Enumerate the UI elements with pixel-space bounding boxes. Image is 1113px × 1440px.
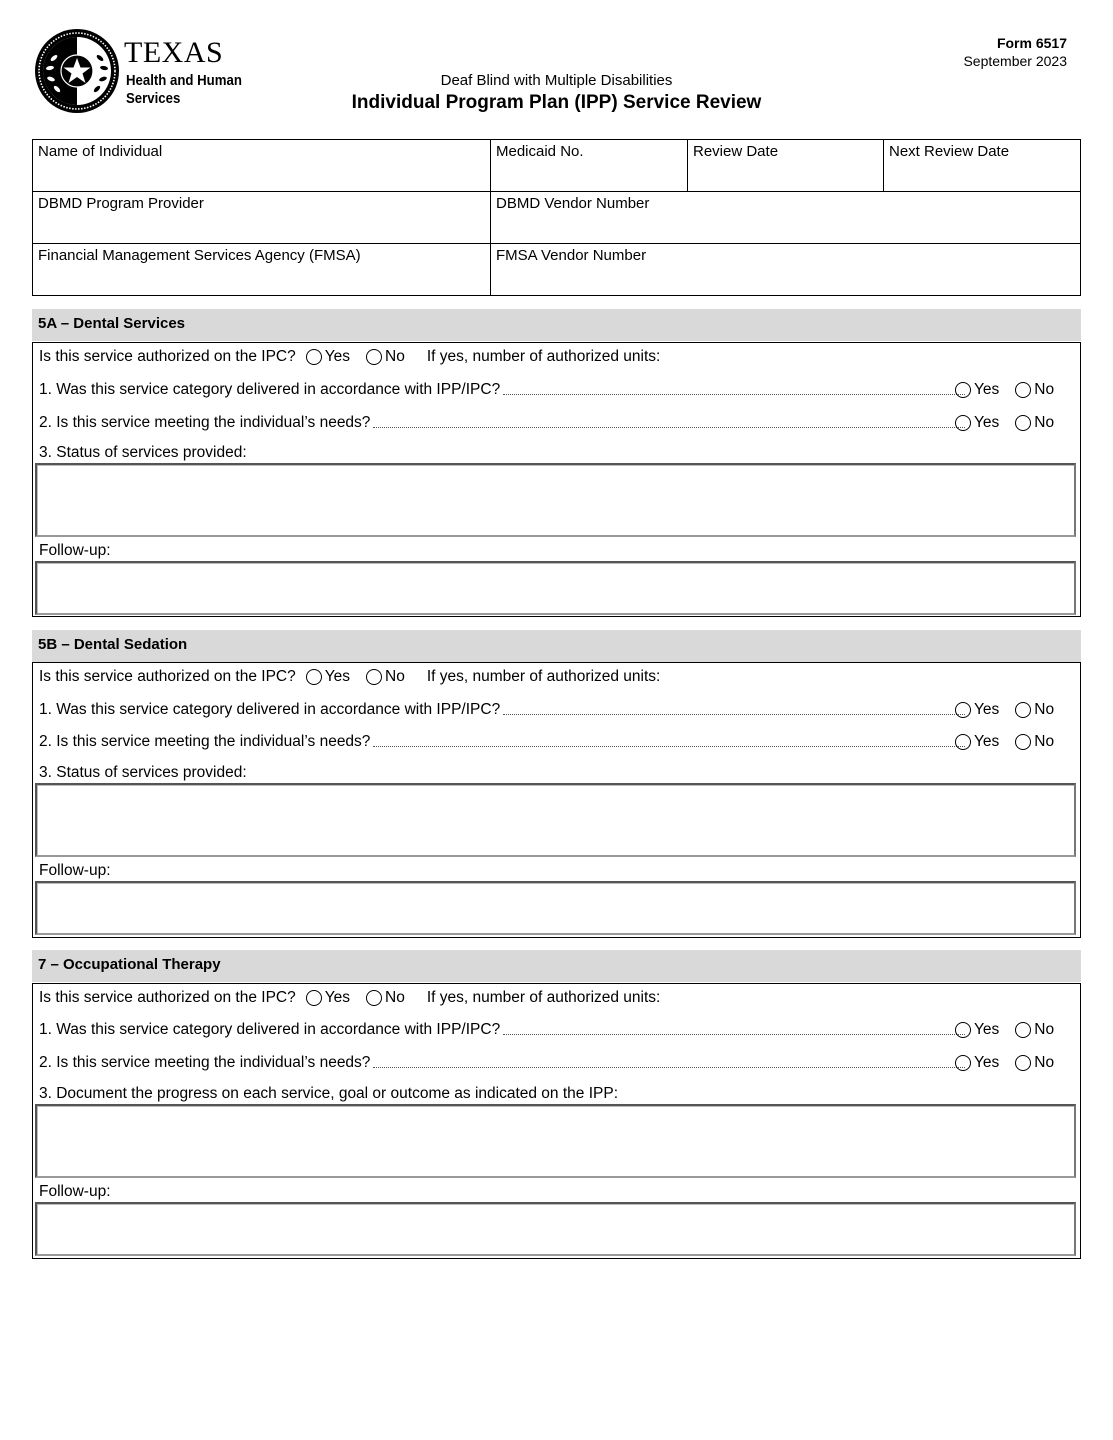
question-2-options [955,733,1070,751]
authorized-row [39,989,660,1007]
question-3-label: 3. Document the progress on each service, goal or outcome as indicated on the IPP: [39,1085,618,1102]
units-input[interactable]: If yes, number of authorized units: [426,348,661,365]
units-input[interactable]: If yes, number of authorized units: [426,989,661,1006]
question-1 [39,381,965,399]
no-label: No [385,348,405,365]
authorized-no-radio[interactable] [366,348,405,366]
section-body-5a [32,342,1081,617]
radio-circle-icon [1015,734,1031,750]
question-3-label: 3. Status of services provided: [39,764,247,781]
dbmd-provider-label: DBMD Program Provider [38,195,204,212]
authorized-question: Is this service authorized on the IPC? [39,668,296,685]
question-1 [39,701,965,719]
authorized-yes-radio[interactable] [306,668,350,686]
radio-circle-icon [366,669,382,685]
name-of-individual-label: Name of Individual [38,143,163,160]
radio-circle-icon [955,1022,971,1038]
question-2-options [955,414,1070,432]
followup-textarea[interactable] [35,561,1076,615]
fmsa-label: Financial Management Services Agency (FMSA) [38,247,361,264]
question-1-options [955,1021,1070,1039]
review-date-label: Review Date [693,143,779,160]
q2-no-radio[interactable] [1015,414,1054,432]
identification-table [32,139,1081,296]
question-1-text: 1. Was this service category delivered in accordance with IPP/IPC? [39,381,501,398]
name-of-individual-field[interactable] [33,140,491,192]
q2-yes-radio[interactable] [955,733,999,751]
fmsa-field[interactable] [33,244,491,296]
logo-texas-text: TEXAS [124,36,224,69]
dot-leader [503,394,965,395]
yes-label: Yes [974,414,1000,431]
form-date: September 2023 [963,53,1067,69]
radio-circle-icon [1015,1022,1031,1038]
yes-label: Yes [324,348,351,365]
question-1-text: 1. Was this service category delivered in accordance with IPP/IPC? [39,1021,501,1038]
q1-no-radio[interactable] [1015,701,1054,719]
no-label: No [1034,381,1055,398]
section-body-5b [32,662,1081,938]
dot-leader [373,427,965,428]
no-label: No [1034,733,1055,750]
authorized-yes-radio[interactable] [306,989,350,1007]
no-label: No [1034,701,1055,718]
q2-yes-radio[interactable] [955,1054,999,1072]
q1-no-radio[interactable] [1015,1021,1054,1039]
dot-leader [503,714,965,715]
yes-label: Yes [974,381,1000,398]
q2-no-radio[interactable] [1015,733,1054,751]
question-2-text: 2. Is this service meeting the individual’s needs? [39,414,371,431]
question-2-text: 2. Is this service meeting the individual’s needs? [39,733,371,750]
radio-circle-icon [306,669,322,685]
question-1-options [955,381,1070,399]
radio-circle-icon [955,702,971,718]
section-header-7: 7 – Occupational Therapy [32,950,1081,982]
no-label: No [385,668,405,685]
status-textarea[interactable] [35,783,1076,857]
radio-circle-icon [955,734,971,750]
dbmd-provider-field[interactable] [33,192,491,244]
q1-yes-radio[interactable] [955,701,999,719]
authorized-no-radio[interactable] [366,989,405,1007]
authorized-question: Is this service authorized on the IPC? [39,348,296,365]
no-label: No [1034,414,1055,431]
radio-circle-icon [306,990,322,1006]
question-2 [39,1054,965,1072]
logo-hhs-line2: Services [126,90,181,107]
q2-yes-radio[interactable] [955,414,999,432]
q2-no-radio[interactable] [1015,1054,1054,1072]
section-body-7 [32,983,1081,1259]
radio-circle-icon [306,349,322,365]
no-label: No [385,989,405,1006]
followup-label: Follow-up: [39,862,111,879]
no-label: No [1034,1054,1055,1071]
authorized-yes-radio[interactable] [306,348,350,366]
q1-yes-radio[interactable] [955,1021,999,1039]
logo-hhs-line1: Health and Human [126,72,242,89]
radio-circle-icon [1015,702,1031,718]
medicaid-no-field[interactable] [491,140,688,192]
radio-circle-icon [366,990,382,1006]
yes-label: Yes [324,989,351,1006]
next-review-date-field[interactable] [884,140,1081,192]
question-2-options [955,1054,1070,1072]
radio-circle-icon [955,382,971,398]
dot-leader [373,746,965,747]
dot-leader [503,1034,965,1035]
authorized-row [39,668,660,686]
fmsa-vendor-number-label: FMSA Vendor Number [496,247,647,264]
dot-leader [373,1067,965,1068]
followup-label: Follow-up: [39,542,111,559]
authorized-row [39,348,660,366]
yes-label: Yes [974,733,1000,750]
question-2 [39,733,965,751]
followup-textarea[interactable] [35,881,1076,935]
yes-label: Yes [974,1054,1000,1071]
units-input[interactable]: If yes, number of authorized units: [426,668,661,685]
authorized-question: Is this service authorized on the IPC? [39,989,296,1006]
no-label: No [1034,1021,1055,1038]
progress-textarea[interactable] [35,1104,1076,1178]
yes-label: Yes [324,668,351,685]
radio-circle-icon [1015,415,1031,431]
question-1-options [955,701,1070,719]
question-1-text: 1. Was this service category delivered in accordance with IPP/IPC? [39,701,501,718]
question-3-label: 3. Status of services provided: [39,444,247,461]
yes-label: Yes [974,701,1000,718]
q1-yes-radio[interactable] [955,381,999,399]
medicaid-no-label: Medicaid No. [496,143,584,160]
section-header-5b: 5B – Dental Sedation [32,630,1081,662]
review-date-field[interactable] [688,140,884,192]
radio-circle-icon [1015,1055,1031,1071]
next-review-date-label: Next Review Date [889,143,1010,160]
radio-circle-icon [955,415,971,431]
radio-circle-icon [955,1055,971,1071]
radio-circle-icon [366,349,382,365]
yes-label: Yes [974,1021,1000,1038]
fmsa-vendor-number-field[interactable] [491,244,1081,296]
dbmd-vendor-number-field[interactable] [491,192,1081,244]
question-2 [39,414,965,432]
authorized-no-radio[interactable] [366,668,405,686]
form-subtitle: Deaf Blind with Multiple Disabilities [440,72,673,89]
form-title: Individual Program Plan (IPP) Service Review [351,92,762,113]
form-number: Form 6517 [996,35,1067,51]
status-textarea[interactable] [35,463,1076,537]
q1-no-radio[interactable] [1015,381,1054,399]
followup-label: Follow-up: [39,1183,111,1200]
dbmd-vendor-number-label: DBMD Vendor Number [496,195,650,212]
section-header-5a: 5A – Dental Services [32,309,1081,341]
radio-circle-icon [1015,382,1031,398]
followup-textarea[interactable] [35,1202,1076,1256]
question-1 [39,1021,965,1039]
question-2-text: 2. Is this service meeting the individual’s needs? [39,1054,371,1071]
